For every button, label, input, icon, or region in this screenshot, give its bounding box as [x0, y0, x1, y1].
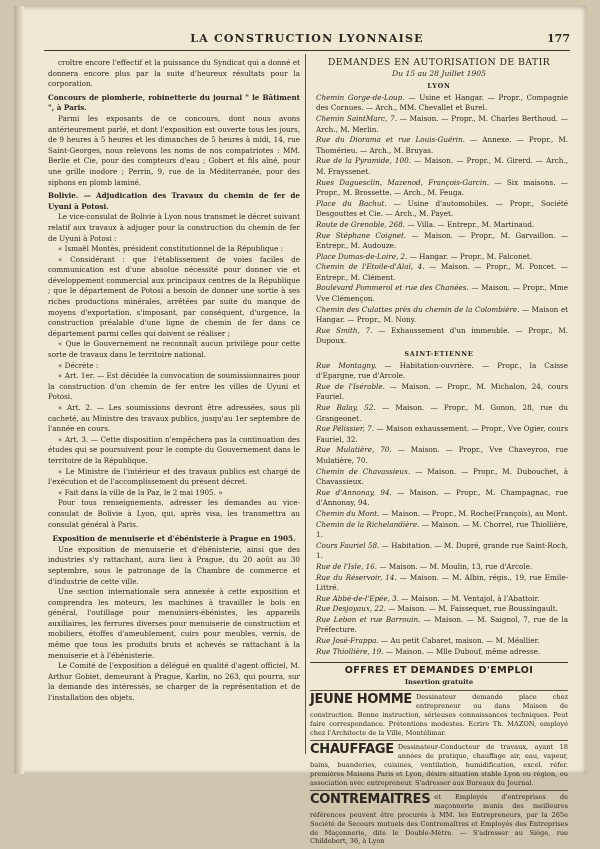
- article-paragraph: « Ismaël Montès, président constitutionnel de la République :: [58, 244, 284, 254]
- permit-entry: [310, 636, 568, 647]
- permit-details: — Maison. — M. Chorrel, rue Thiollière, 1.: [316, 519, 568, 540]
- article-paragraph: Une exposition de menuiserie et d'ébénisterie, ainsi que des industries s'y rattachant, aura lieu à Prague, du 20 août au 30 septembre, sous le patronage de la Chambre de commerce et d'industrie de cette ville.: [48, 544, 300, 586]
- permit-entry: [310, 573, 568, 594]
- page-header: [44, 32, 570, 50]
- header-rule: [44, 50, 570, 51]
- article-paragraph: « Art. 1er. — Est décidée la convocation de soumissionnaires pour la construction d'un chemin de fer entre les villes de Uyuni et Potosi.: [48, 371, 300, 402]
- permit-entry: [310, 93, 568, 114]
- job-ad: [310, 690, 568, 740]
- permit-place: Chemin du Mont.: [316, 508, 380, 518]
- permit-details: — Usine d'automobiles. — Propr., Société Desgouttes et Cie. — Arch., M. Payet.: [316, 198, 569, 219]
- permit-place: Chemin de Chavassieux.: [316, 466, 411, 476]
- permit-entry: [310, 541, 568, 562]
- permit-details: — Maison. — Propr., M. Girerd. — Arch., M. Frayssenet.: [316, 156, 568, 176]
- permit-entry: [310, 326, 568, 347]
- permit-place: Chemin de l'Etoile-d'Alaï, 4.: [316, 262, 425, 272]
- permit-details: — Maison. — Propr., Vve Chaveyroo, rue Mulatière, 70.: [316, 445, 568, 465]
- page-number: 177: [547, 32, 570, 45]
- permit-details: — Exhaussement d'un immeuble. — Propr., M. Dupoux.: [316, 325, 568, 346]
- article-heading: Concours de plomberie, robinetterie du journal " le Bâtiment ", à Paris.: [48, 92, 300, 113]
- permit-details: — Habitation. — M. Dupré, grande rue Saint-Roch, 1.: [316, 540, 568, 561]
- permit-entry: [310, 135, 568, 156]
- city-lists: [310, 81, 568, 657]
- permit-place: Rue Montagny.: [316, 360, 377, 370]
- permit-entry: [310, 252, 568, 263]
- column-divider: [305, 54, 306, 754]
- permit-entry: [310, 114, 568, 135]
- permit-entry: [310, 156, 568, 177]
- ad-headline: CHAUFFAGE: [310, 742, 394, 758]
- ads-list: [310, 690, 568, 849]
- right-column: [310, 58, 568, 849]
- article-paragraph: « Fait dans la ville de la Paz, le 2 mai 1905. »: [58, 487, 223, 497]
- permit-place: Rues Daguesclin, Mazenod, François-Garcin.: [316, 177, 490, 187]
- article-paragraph: « Que le Gouvernement ne reconnaît aucun privilège pour cette sorte de travaux dans le territoire national.: [48, 339, 300, 360]
- permit-place: Boulevard Pommerol et rue des Chanées.: [316, 283, 469, 293]
- permit-place: Chemin Gorge-de-Loup.: [316, 92, 405, 102]
- article-paragraph: Le Comité de l'exposition a délégué en qualité d'agent officiel, M. Arthur Gobiet, demeurant à Prague, Karlin, no 263, qui pourra, sur la demande des intéressés, se charger de la représentation et de l'installation des objets.: [48, 661, 300, 703]
- offres-title: OFFRES ET DEMANDES D'EMPLOI: [344, 665, 534, 677]
- ad-headline: CONTREMAITRES: [310, 792, 431, 808]
- permit-place: Rue de l'Isérable.: [316, 381, 385, 391]
- journal-title: LA CONSTRUCTION LYONNAISE: [190, 32, 424, 45]
- permit-place: Chemin des Culattes près du chemin de la Colombière.: [316, 304, 520, 314]
- article-paragraph: croître encore l'effectif et la puissance du Syndicat qui a donné et donnera encore plus par la suite d'heureux résultats pour la corporation.: [48, 58, 300, 89]
- article-heading: Exposition de menuiserie et d'ébénisterie à Prague en 1905.: [52, 534, 296, 544]
- permit-entry: [310, 604, 568, 615]
- permit-entry: [310, 220, 568, 231]
- city-heading: LYON: [427, 82, 451, 91]
- permit-details: — Usine et Hangar. — Propr., Compagnie des Cornues. — Arch., MM. Chevallet et Burel.: [316, 92, 568, 113]
- permit-entry: [310, 467, 568, 488]
- permit-place: Place du Bachut.: [316, 198, 387, 208]
- permit-details: — Hangar. — Propr., M. Falconet.: [407, 251, 533, 261]
- article-paragraph: Pour tous renseignements, adresser les demandes au vice-consulat de Bolivie à Lyon, qui, après visa, les transmettra au consulat général à Paris.: [48, 498, 300, 529]
- permit-details: — Maison. — Mlle Dubouf, même adresse.: [383, 646, 541, 656]
- permit-place: Rue Stéphane Coignet.: [316, 230, 407, 240]
- permit-place: Rue José-Frappa.: [316, 636, 379, 646]
- permit-details: — Maison. — Propr., M. Champagnac, rue d'Annonay, 94.: [316, 487, 569, 508]
- permit-place: Rue de la Pyramide, 100.: [316, 156, 411, 166]
- permit-place: Rue Mulatière, 70.: [316, 445, 392, 455]
- permit-details: — Au petit Cabaret, maison. — M. Méallier.: [378, 636, 540, 646]
- permit-place: Rue d'Annonay, 94.: [316, 487, 392, 497]
- page-spine: [14, 6, 24, 774]
- permit-place: Rue du Diorama et rue Louis-Guérin.: [316, 135, 465, 145]
- permit-entry: [310, 305, 568, 326]
- permit-entry: [310, 178, 568, 199]
- article-paragraph: « Décrète :: [58, 360, 99, 370]
- permit-place: Rue Pélissier, 7.: [316, 424, 375, 434]
- ad-text: Dessinateur demande place chez entrepreneur ou dans Maison de construction. Bonne instruction, sérieuses connaissances techniques. Peut faire correspondance. Prétentions modestes. Ecrire Th. MAZON, employé chez l'Architecte de la Ville, Montélimar.: [310, 693, 568, 737]
- offres-subtitle: Insertion gratuite: [404, 677, 474, 686]
- article-paragraph: Le vice-consulat de Bolivie à Lyon nous transmet le décret suivant relatif aux travaux à adjuger pour la construction du chemin de fer de Uyuni à Potosi :: [48, 212, 300, 243]
- permit-entry: [310, 262, 568, 283]
- permit-entry: [310, 509, 568, 520]
- permit-entry: [310, 562, 568, 573]
- permit-entry: [310, 382, 568, 403]
- permit-details: — Six maisons. — Propr., M. Brossette. — Arch., M. Feuga.: [316, 177, 568, 198]
- section-title: DEMANDES EN AUTORISATION DE BATIR: [327, 57, 551, 68]
- permit-place: Chemin SaintMarc, 7.: [316, 113, 397, 123]
- permit-entry: [310, 424, 568, 445]
- permit-place: Chemin de la Richelandière.: [316, 519, 420, 529]
- article-paragraph: Une section internationale sera annexée à cette exposition et comprendra les moteurs, les machines à travailler le bois en général, l'outillage pour menuisiers-ébénistes, les appareils auxiliaires, les ferrures diverses pour menuiserie de construction et mobiliers, étoffes d'ameublement, cuirs pour meubles, vernis, de même que tous les produits bruts et achevés se rattachant à la menuiserie et à l'ébénisterie.: [48, 587, 300, 660]
- article-paragraph: « Considérant : que l'établissement de voies faciles de communication est d'une absolue nécessité pour donner vie et développement commercial aux principaux centres de la République ; que le département de Potosi a besoin de donner une sortie à ses riches productions minérales, arrêtées par suite du manque de moyens d'exportation, s'imposant, par conséquent, d'urgence, la construction préalable d'une ligne de chemin de fer dans ce département parmi celles qui doivent se réaliser ;: [48, 254, 300, 338]
- permit-entry: [310, 361, 568, 382]
- permit-details: — Maison. — Propr., M. Gonon, 28, rue du Grangeonet.: [316, 403, 568, 423]
- ad-text: Dessinateur-Conducteur de travaux, ayant 18 années de pratique, chauffage air, eau, vapeur, bains, buanderies, cuisines, ventilation, humidification, excel. réfer. premières Maisons Paris et Lyon, désire situation stable Lyon ou région, ou association avec entrepreneur. S'adresser aux Bureaux du Journal.: [310, 743, 568, 787]
- permit-place: Rue Balay, 52.: [316, 403, 376, 412]
- job-ad: [310, 740, 568, 790]
- permit-place: Cours Fauriel 58.: [316, 540, 380, 550]
- permit-details: — Annexe. — Propr., M. Thomérieu. — Arch., M. Bruyas.: [316, 135, 568, 155]
- permit-entry: [310, 615, 568, 636]
- ad-text: et Employés d'entreprises de maçonnerie munis des meilleures références peuvent être procurés à MM. les Entrepreneurs, par la 265e Société de Secours mutuels des Contremaîtres et Employés des Entreprises de Maçonnerie, dite le Double-Mètre. — S'adresser au Siège, rue Childebert, 36, à Lyon: [310, 793, 568, 846]
- permit-entry: [310, 283, 568, 304]
- permit-entry: [310, 488, 568, 509]
- permit-details: — Maison. — Propr., M. Roche(François), au Mont.: [379, 508, 568, 518]
- article-paragraph: Parmi les exposants de ce concours, dont nous avons antérieurement parlé, et dont l'exposition est ouverte tous les jours, de 9 heures à 5 heures et les dimanches de 5 heures à midi, 14, rue Saint-Georges, nous relevons les noms de nos compatriotes : MM. Berlie et Cie, pour des compteurs d'eau ; Gobert et fils aîné, pour une grille inodore ; Perrin, 9, rue de la Méditerranée, pour des siphons en plomb laminé.: [48, 113, 300, 187]
- permit-details: — Maison et Hangar. — Propr., M. Nony.: [316, 304, 568, 325]
- city-heading: SAINT-ETIENNE: [404, 350, 474, 359]
- permit-details: — Maison. — Propr., M. Michalon, 24, cours Fauriel.: [316, 381, 569, 402]
- permit-place: Rue Thiollière, 19.: [316, 646, 384, 656]
- article-paragraph: « Le Ministre de l'intérieur et des travaux publics est chargé de l'exécution et de l'accomplissement du présent décret.: [48, 466, 300, 487]
- permit-details: — Habitation-ouvrière. — Propr., la Caisse d'Epargne, rue d'Arcole.: [316, 360, 568, 381]
- article-paragraph: « Art. 3. — Cette disposition n'empêchera pas la continuation des études qui se poursuivent pour le compte du Gouvernement dans le territoire de la République.: [48, 434, 300, 465]
- permit-place: Rue Smith, 7.: [316, 325, 373, 335]
- page: [14, 6, 586, 846]
- permit-place: Rue du Réservoir, 14.: [316, 572, 397, 582]
- permit-details: — Maison exhaussement. — Propr., Vve Ogier, cours Fauriel, 32.: [316, 424, 569, 444]
- permit-entry: [310, 199, 568, 220]
- offres-section: [310, 662, 568, 849]
- permit-place: Rue Desjoyaux, 22.: [316, 604, 386, 614]
- permit-details: — Maison. — Propr., Mme Vve Clémençon.: [316, 283, 568, 304]
- permit-details: — Maison. — Propr., M. Garvaillon. — Entrepr., M. Audouze.: [316, 230, 569, 251]
- permit-details: — Maison. — Propr., M. Poncet. — Entrepr., M. Clément.: [316, 262, 568, 282]
- permit-details: — Villa. — Entrepr., M. Martinaud.: [405, 219, 535, 229]
- job-ad: [310, 790, 568, 849]
- permit-place: Place Dumas-de-Loire, 2.: [316, 251, 408, 261]
- permit-details: — Maison. — M. Saignol, 7, rue de la Préfecture.: [316, 614, 568, 635]
- permit-details: — Maison. — M. Faissequet, rue Boussingault.: [385, 604, 558, 614]
- permit-details: — Maison. — M. Moulin, 13, rue d'Arcole.: [377, 561, 533, 571]
- permit-entry: [310, 647, 568, 658]
- permit-entry: [310, 594, 568, 605]
- permit-entry: [310, 231, 568, 252]
- section-dates: Du 15 au 28 Juillet 1905: [392, 68, 486, 78]
- permit-place: Route de Grenoble, 268.: [316, 219, 406, 229]
- ad-headline: JEUNE HOMME: [310, 692, 412, 708]
- permit-details: — Maison. — M. Albin, régis., 19, rue Emile-Littré.: [316, 572, 569, 593]
- left-column: [48, 58, 300, 704]
- article-heading: Bolivie. — Adjudication des Travaux du chemin de fer de Uyuni à Potosi.: [48, 191, 300, 211]
- permit-details: — Maison. — Propr., M. Dubouchet, à Chavassieux.: [316, 466, 568, 487]
- permit-details: — Maison. — Propr., M. Charles Berthoud. — Arch., M. Merlin.: [316, 113, 568, 134]
- permit-details: — Maison. — M. Ventajol, à l'Abattoir.: [399, 593, 540, 603]
- permit-entry: [310, 445, 568, 466]
- permit-entry: [310, 403, 568, 424]
- permit-place: Rue de l'Isle, 16.: [316, 561, 378, 571]
- permit-place: Rue Lebon et rue Barrouin.: [316, 614, 421, 624]
- permit-place: Rue Abbé-de-l'Epée, 3.: [316, 593, 399, 603]
- permit-entry: [310, 520, 568, 541]
- article-paragraph: « Art. 2. — Les soumissions devront être adressées, sous pli cacheté, au Ministre des travaux publics, jusqu'au 1er septembre de l'année en cours.: [48, 403, 300, 434]
